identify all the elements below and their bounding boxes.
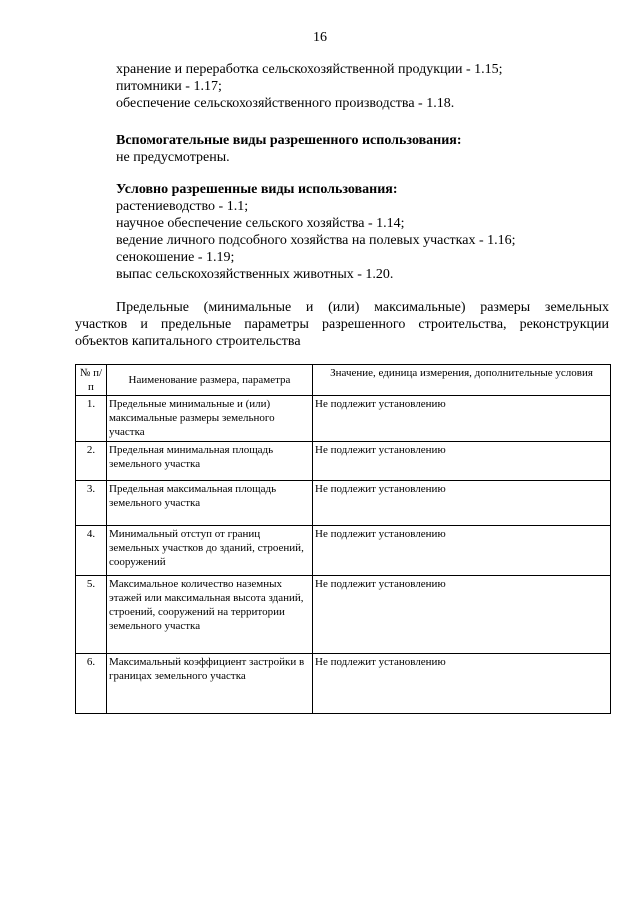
table-row [76,442,611,481]
conditional-uses-section [116,181,516,283]
table-header-row [76,365,611,396]
limits-paragraph [75,299,609,350]
row-num: 5. [76,576,107,654]
list-item: сенокошение - 1.19; [116,250,235,265]
paragraph-line: объектов капитального строительства [75,334,301,349]
section-heading: Условно разрешенные виды использования: [116,182,398,197]
row-value: Не подлежит установлению [313,442,611,481]
row-name: Предельная минимальная площадь земельного участка [107,442,313,481]
row-value: Не подлежит установлению [313,526,611,576]
paragraph-line: Предельные (минимальные и (или) максимальные) размеры земельных [116,300,609,315]
row-name: Максимальный коэффициент застройки в границах земельного участка [107,654,313,714]
auxiliary-uses-section [116,132,462,166]
list-item: обеспечение сельскохозяйственного производства - 1.18. [116,96,455,111]
row-value: Не подлежит установлению [313,396,611,442]
row-name: Предельные минимальные и (или) максимальные размеры земельного участка [107,396,313,442]
row-num: 1. [76,396,107,442]
table-row [76,526,611,576]
table-row [76,654,611,714]
table-row [76,481,611,526]
row-num: 6. [76,654,107,714]
section-heading: Вспомогательные виды разрешенного использования: [116,133,462,148]
row-num: 4. [76,526,107,576]
list-item: ведение личного подсобного хозяйства на полевых участках - 1.16; [116,233,516,248]
row-value: Не подлежит установлению [313,481,611,526]
list-item: научное обеспечение сельского хозяйства - 1.14; [116,216,405,231]
parameters-table [75,364,611,714]
header-name: Наименование размера, параметра [107,365,313,396]
row-num: 2. [76,442,107,481]
page-number: 16 [313,30,327,45]
table-row [76,576,611,654]
list-item: растениеводство - 1.1; [116,199,249,214]
row-num: 3. [76,481,107,526]
permitted-uses-list [116,61,503,112]
row-value: Не подлежит установлению [313,576,611,654]
row-name: Минимальный отступ от границ земельных участков до зданий, строений, сооружений [107,526,313,576]
list-item: хранение и переработка сельскохозяйственной продукции - 1.15; [116,62,503,77]
table-row [76,396,611,442]
paragraph-line: участков и предельные параметры разрешенного строительства, реконструкции [75,317,609,332]
header-num: № п/п [76,365,107,396]
list-item: выпас сельскохозяйственных животных - 1.20. [116,267,394,282]
row-value: Не подлежит установлению [313,654,611,714]
list-item: питомники - 1.17; [116,79,222,94]
section-text: не предусмотрены. [116,150,230,165]
row-name: Предельная максимальная площадь земельного участка [107,481,313,526]
row-name: Максимальное количество наземных этажей или максимальная высота зданий, строений, сооружений на территории земельного участка [107,576,313,654]
header-value: Значение, единица измерения, дополнительные условия [313,365,611,396]
